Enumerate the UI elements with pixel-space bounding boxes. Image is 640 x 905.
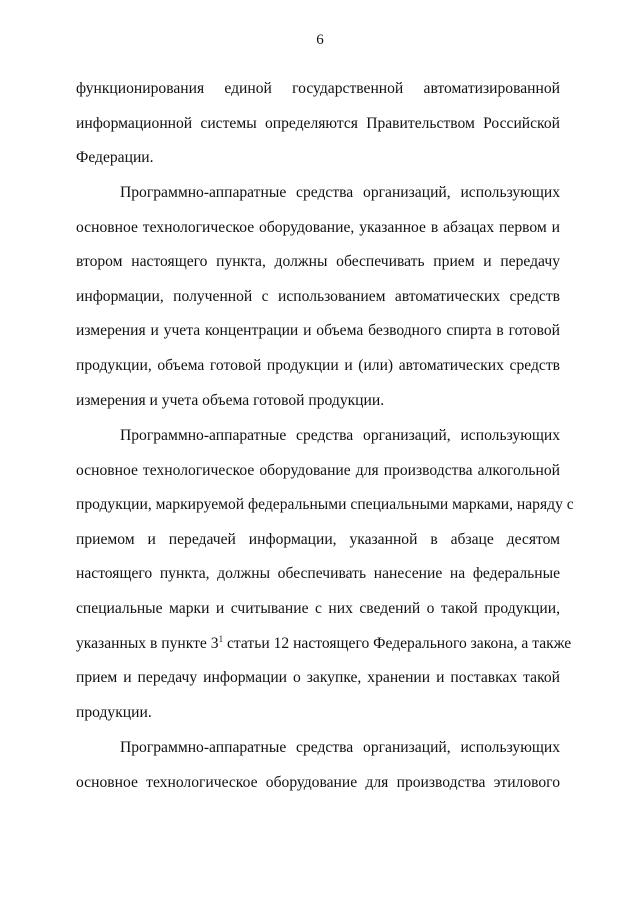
paragraph-1 (76, 72, 560, 176)
text-line: прием и передачу информации о закупке, хранении и поставках такой (76, 669, 560, 687)
text-line: информации, полученной с использованием автоматических средств (76, 287, 560, 305)
paragraph-2 (76, 176, 560, 418)
text-line: основное технологическое оборудование для производства этилового (76, 773, 560, 791)
paragraph-4 (76, 731, 560, 800)
text-line: Программно-аппаратные средства организаций, использующих (120, 427, 560, 444)
text-line-with-footnote (76, 627, 572, 662)
text-line: измерения и учета объема готовой продукции. (76, 391, 385, 409)
text-line: Федерации. (76, 149, 154, 167)
text-line: втором настоящего пункта, должны обеспечивать прием и передачу (76, 253, 560, 271)
text-line: основное технологическое оборудование для производства алкогольной (76, 461, 560, 479)
text-line: Программно-аппаратные средства организаций, использующих (120, 184, 560, 201)
text-line: основное технологическое оборудование, указанное в абзацах первом и (76, 218, 560, 236)
text-line: продукции, маркируемой федеральными специальными марками, наряду с (76, 496, 574, 514)
text-line: Программно-аппаратные средства организаций, использующих (120, 739, 560, 756)
text-line: продукции, объема готовой продукции и (или) автоматических средств (76, 356, 560, 374)
text-line: приемом и передачей информации, указанной в абзаце десятом (76, 530, 560, 548)
text-line: функционирования единой государственной автоматизированной (76, 80, 560, 97)
text-line: настоящего пункта, должны обеспечивать нанесение на федеральные (76, 565, 560, 583)
text-line: информационной системы определяются Правительством Российской (76, 114, 560, 132)
text-line: специальные марки и считывание с них сведений о такой продукции, (76, 599, 560, 617)
page-number: 6 (316, 32, 324, 48)
text-fragment: указанных в пункте 3 (76, 634, 219, 652)
superscript: 1 (218, 633, 224, 644)
paragraph-3 (76, 419, 574, 730)
text-line: продукции. (76, 703, 152, 721)
text-fragment: статьи 12 настоящего Федерального закона, а также (223, 634, 572, 652)
text-line: измерения и учета концентрации и объема безводного спирта в готовой (76, 322, 560, 340)
